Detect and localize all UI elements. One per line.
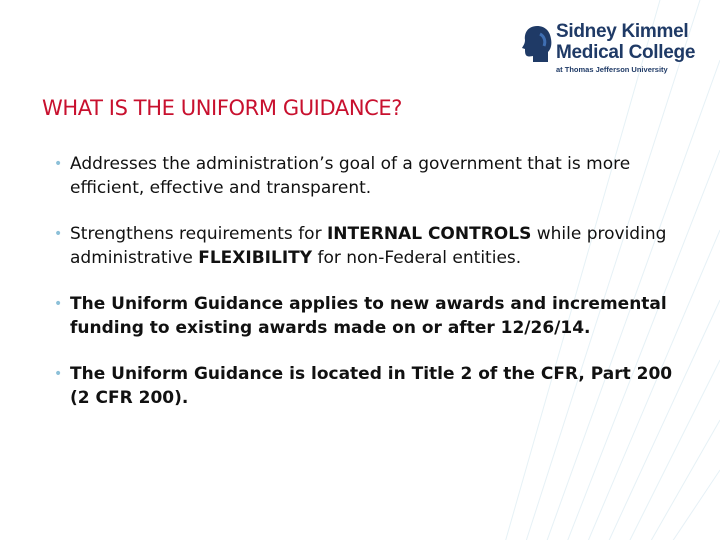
bullet-item-4 xyxy=(52,362,692,410)
bullet-dot-icon: • xyxy=(54,296,63,312)
bullet-text-3: The Uniform Guidance applies to new awards and incremental funding to existing awards made on or after 12/26/14. xyxy=(70,294,667,338)
bullet-emphasis-flexibility: FLEXIBILITY xyxy=(198,248,313,268)
bullet-item-3 xyxy=(52,292,692,340)
bullet-text-2a: Strengthens requirements for xyxy=(70,224,327,244)
bullet-text-2b: while providing administrative xyxy=(70,224,667,268)
bullet-text-1: Addresses the administration’s goal of a government that is more efficient, effective and transparent. xyxy=(70,154,631,198)
logo-head-icon xyxy=(522,24,552,62)
bullet-dot-icon: • xyxy=(54,226,63,242)
bullet-text-2c: for non-Federal entities. xyxy=(312,248,522,268)
slide-title: WHAT IS THE UNIFORM GUIDANCE? xyxy=(42,96,403,120)
bullet-item-2 xyxy=(52,222,692,270)
college-logo xyxy=(522,21,696,74)
bullet-emphasis-internal-controls: INTERNAL CONTROLS xyxy=(326,224,532,244)
logo-line-3: at Thomas Jefferson University xyxy=(556,65,668,74)
bullet-item-1 xyxy=(52,152,692,200)
logo-line-2: Medical College xyxy=(556,42,696,63)
logo-line-1: Sidney Kimmel xyxy=(556,21,689,42)
bullet-list xyxy=(52,152,692,432)
bullet-text-4: The Uniform Guidance is located in Title 2 of the CFR, Part 200 (2 CFR 200). xyxy=(70,364,673,408)
bullet-dot-icon: • xyxy=(54,366,63,382)
bullet-dot-icon: • xyxy=(54,156,63,172)
